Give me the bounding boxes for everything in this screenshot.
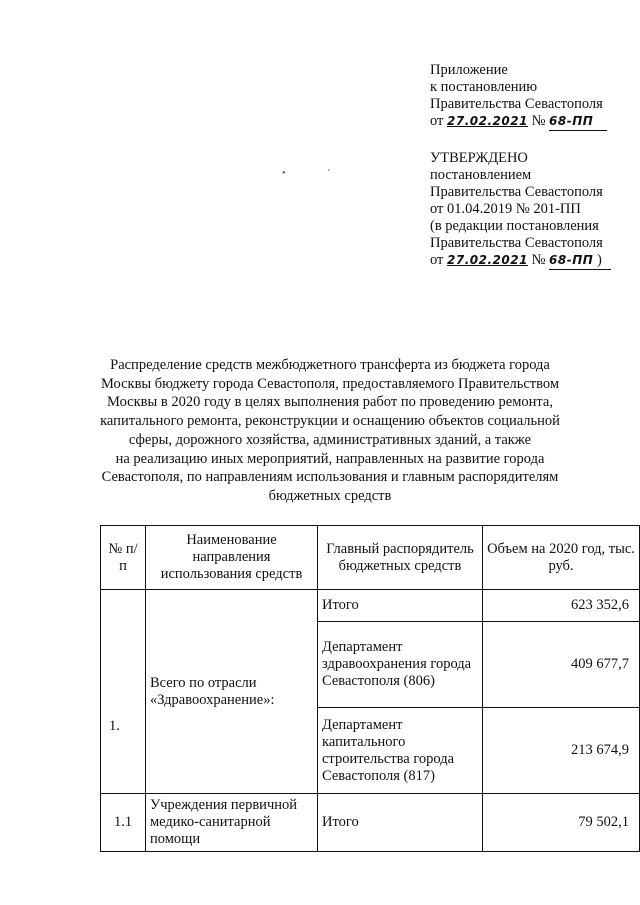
- title-line-3: Москвы в 2020 году в целях выполнения работ по проведению ремонта,: [107, 394, 553, 411]
- approval-line-4: от 01.04.2019 № 201-ПП: [430, 201, 581, 217]
- header-num: № п/п: [101, 526, 146, 590]
- row-num: 1.1: [101, 794, 146, 852]
- row-amount: 623 352,6: [483, 590, 640, 622]
- row-direction: Всего по отрасли «Здравоохранение»:: [146, 590, 318, 794]
- title-line-4: капитального ремонта, реконструкции и оснащению объектов социальной: [100, 413, 560, 430]
- date-prefix: от: [430, 252, 444, 268]
- handwritten-date: 27.02.2021: [447, 253, 528, 267]
- approval-line-2: постановлением: [430, 167, 532, 183]
- number-underline: [549, 252, 611, 270]
- appendix-date-line: [430, 113, 607, 130]
- approval-date-line: [430, 252, 611, 269]
- row-amount: 213 674,9: [483, 708, 640, 794]
- row-amount: 409 677,7: [483, 622, 640, 708]
- document-title: [95, 356, 565, 506]
- title-line-6: на реализацию иных мероприятий, направленных на развитие города: [115, 450, 545, 467]
- row-distributor: Итого: [318, 590, 483, 622]
- number-prefix: №: [531, 252, 546, 268]
- row-distributor: Департамент капитального строительства города Севастополя (817): [318, 708, 483, 794]
- header-distributor: Главный распорядитель бюджетных средств: [318, 526, 483, 590]
- title-line-1: Распределение средств межбюджетного трансферта из бюджета города: [110, 357, 550, 373]
- title-line-7: Севастополя, по направлениям использования и главным распорядителям: [101, 469, 559, 486]
- number-underline: [549, 113, 607, 131]
- appendix-line-3: Правительства Севастополя: [430, 96, 603, 112]
- header-direction: Наименование направления использования средств: [146, 526, 318, 590]
- approval-line-5: (в редакции постановления: [430, 218, 599, 234]
- approval-line-1: УТВЕРЖДЕНО: [430, 150, 528, 166]
- title-line-5: сферы, дорожного хозяйства, административных зданий, а также: [128, 431, 532, 448]
- row-direction: Учреждения первичной медико-санитарной помощи: [146, 794, 318, 852]
- approval-line-6: Правительства Севастополя: [430, 235, 603, 251]
- appendix-line-1: Приложение: [430, 62, 508, 78]
- handwritten-date: 27.02.2021: [447, 114, 528, 128]
- date-prefix: от: [430, 113, 444, 129]
- row-distributor: Департамент здравоохранения города Севастополя (806): [318, 622, 483, 708]
- row-num: 1.: [101, 590, 146, 794]
- distribution-table: [100, 525, 640, 852]
- title-line-2: Москвы бюджету города Севастополя, предоставляемого Правительством: [100, 375, 560, 392]
- header-amount: Объем на 2020 год, тыс. руб.: [483, 526, 640, 590]
- row-amount: 79 502,1: [483, 794, 640, 852]
- row-distributor: Итого: [318, 794, 483, 852]
- scan-specks: • ': [282, 168, 330, 179]
- table-row: [101, 590, 640, 622]
- close-paren: ): [596, 252, 602, 268]
- approval-block: [430, 150, 611, 269]
- handwritten-number: 68-ПП: [549, 253, 594, 267]
- title-line-8: бюджетных средств: [268, 487, 392, 504]
- approval-line-3: Правительства Севастополя: [430, 184, 603, 200]
- number-prefix: №: [531, 113, 546, 129]
- appendix-block: [430, 62, 607, 130]
- table-row: [101, 794, 640, 852]
- handwritten-number: 68-ПП: [549, 114, 594, 128]
- appendix-line-2: к постановлению: [430, 79, 538, 95]
- table-header-row: [101, 526, 640, 590]
